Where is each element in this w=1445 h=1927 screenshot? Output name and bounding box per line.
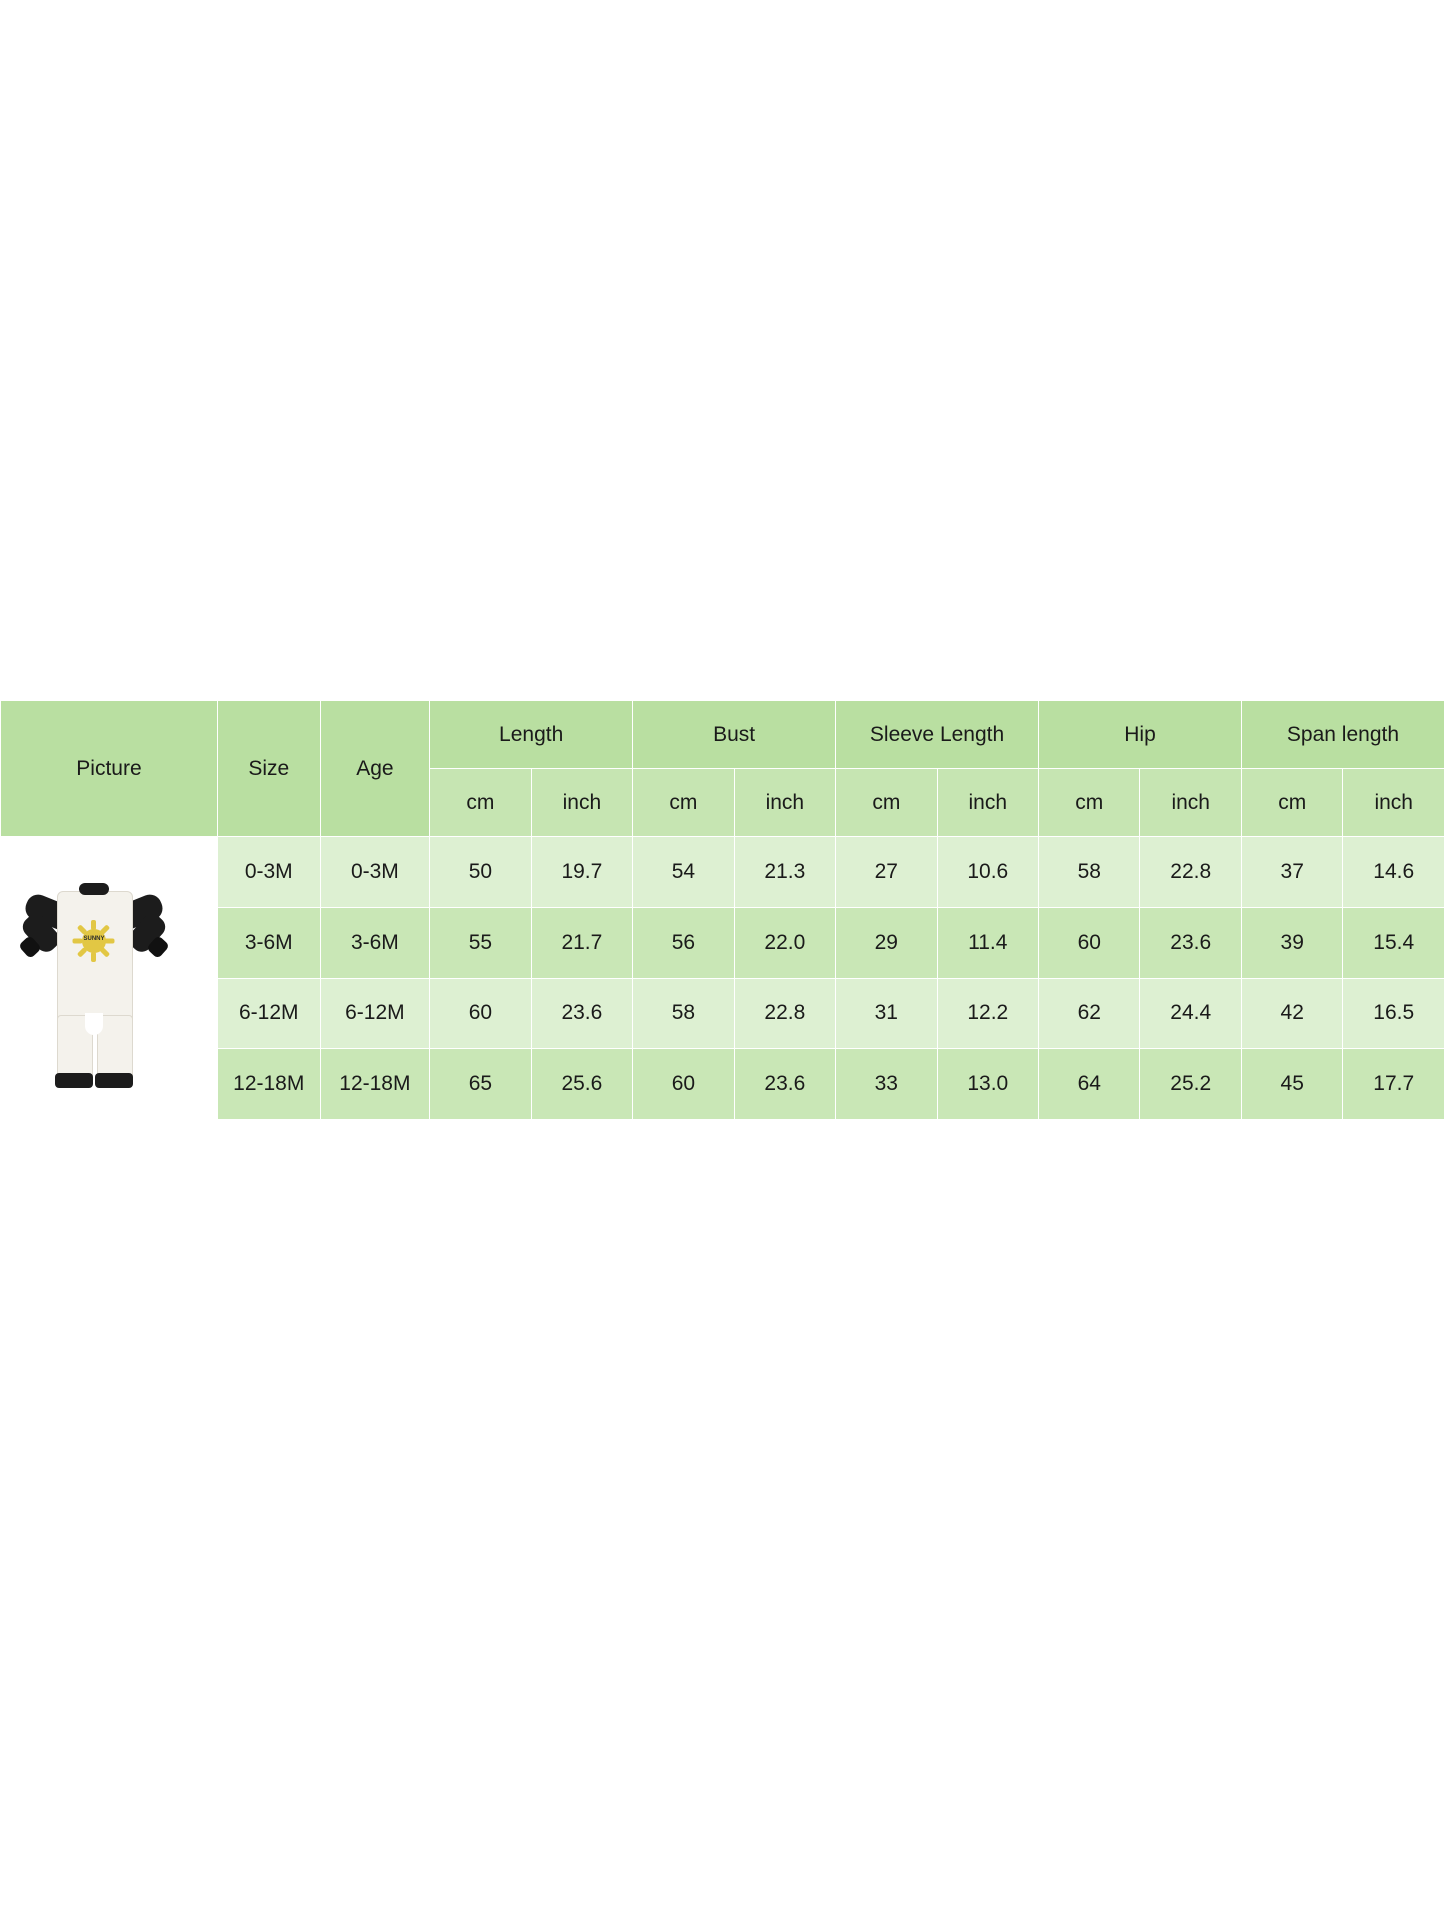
cell-size: 3-6M xyxy=(217,907,320,978)
header-span-length: Span length xyxy=(1241,701,1444,769)
cell-hip-cm: 58 xyxy=(1039,837,1140,908)
cell-length-cm: 65 xyxy=(430,1049,531,1120)
cell-bust-inch: 22.0 xyxy=(734,907,835,978)
cell-span-cm: 37 xyxy=(1241,837,1342,908)
cell-size: 12-18M xyxy=(217,1049,320,1120)
cell-length-cm: 50 xyxy=(430,837,531,908)
header-unit-hip-cm: cm xyxy=(1039,769,1140,837)
cell-sleeve-inch: 12.2 xyxy=(937,978,1038,1049)
cell-hip-inch: 22.8 xyxy=(1140,837,1241,908)
cell-size: 0-3M xyxy=(217,837,320,908)
product-image-cell xyxy=(1,837,218,1120)
table-row xyxy=(1,907,1445,978)
graphic-text: SUNNY xyxy=(83,936,105,942)
header-hip: Hip xyxy=(1039,701,1242,769)
header-unit-bust-cm: cm xyxy=(633,769,734,837)
header-unit-bust-inch: inch xyxy=(734,769,835,837)
cell-length-inch: 21.7 xyxy=(531,907,632,978)
cell-span-inch: 14.6 xyxy=(1343,837,1445,908)
baby-romper-illustration xyxy=(1,837,187,1119)
cell-length-inch: 19.7 xyxy=(531,837,632,908)
header-unit-hip-inch: inch xyxy=(1140,769,1241,837)
header-age: Age xyxy=(320,701,430,837)
sun-graphic-icon xyxy=(73,921,115,961)
cell-sleeve-cm: 29 xyxy=(836,907,937,978)
cell-hip-cm: 62 xyxy=(1039,978,1140,1049)
cell-bust-inch: 21.3 xyxy=(734,837,835,908)
cell-span-inch: 15.4 xyxy=(1343,907,1445,978)
cell-age: 3-6M xyxy=(320,907,430,978)
cell-span-cm: 39 xyxy=(1241,907,1342,978)
cell-age: 0-3M xyxy=(320,837,430,908)
cell-size: 6-12M xyxy=(217,978,320,1049)
cell-hip-inch: 25.2 xyxy=(1140,1049,1241,1120)
cell-span-cm: 45 xyxy=(1241,1049,1342,1120)
cell-bust-cm: 56 xyxy=(633,907,734,978)
cell-hip-cm: 60 xyxy=(1039,907,1140,978)
cell-sleeve-cm: 27 xyxy=(836,837,937,908)
cell-bust-inch: 23.6 xyxy=(734,1049,835,1120)
cell-span-inch: 17.7 xyxy=(1343,1049,1445,1120)
cell-sleeve-cm: 31 xyxy=(836,978,937,1049)
size-chart-table xyxy=(0,700,1445,1120)
table-row xyxy=(1,837,1445,908)
cell-hip-cm: 64 xyxy=(1039,1049,1140,1120)
header-unit-sleeve-inch: inch xyxy=(937,769,1038,837)
cell-length-cm: 55 xyxy=(430,907,531,978)
cell-hip-inch: 24.4 xyxy=(1140,978,1241,1049)
cell-sleeve-cm: 33 xyxy=(836,1049,937,1120)
size-chart-container xyxy=(0,700,1445,1120)
table-row xyxy=(1,1049,1445,1120)
cell-length-inch: 25.6 xyxy=(531,1049,632,1120)
cell-sleeve-inch: 11.4 xyxy=(937,907,1038,978)
table-header-row-groups xyxy=(1,701,1445,769)
header-size: Size xyxy=(217,701,320,837)
cell-age: 6-12M xyxy=(320,978,430,1049)
cell-span-inch: 16.5 xyxy=(1343,978,1445,1049)
header-bust: Bust xyxy=(633,701,836,769)
header-unit-span-inch: inch xyxy=(1343,769,1445,837)
cell-bust-cm: 58 xyxy=(633,978,734,1049)
cell-sleeve-inch: 10.6 xyxy=(937,837,1038,908)
cell-length-inch: 23.6 xyxy=(531,978,632,1049)
header-picture: Picture xyxy=(1,701,218,837)
header-unit-length-cm: cm xyxy=(430,769,531,837)
header-length: Length xyxy=(430,701,633,769)
cell-bust-cm: 60 xyxy=(633,1049,734,1120)
header-sleeve-length: Sleeve Length xyxy=(836,701,1039,769)
cell-length-cm: 60 xyxy=(430,978,531,1049)
cell-hip-inch: 23.6 xyxy=(1140,907,1241,978)
table-row xyxy=(1,978,1445,1049)
cell-bust-inch: 22.8 xyxy=(734,978,835,1049)
cell-span-cm: 42 xyxy=(1241,978,1342,1049)
cell-sleeve-inch: 13.0 xyxy=(937,1049,1038,1120)
cell-age: 12-18M xyxy=(320,1049,430,1120)
cell-bust-cm: 54 xyxy=(633,837,734,908)
header-unit-sleeve-cm: cm xyxy=(836,769,937,837)
header-unit-span-cm: cm xyxy=(1241,769,1342,837)
header-unit-length-inch: inch xyxy=(531,769,632,837)
